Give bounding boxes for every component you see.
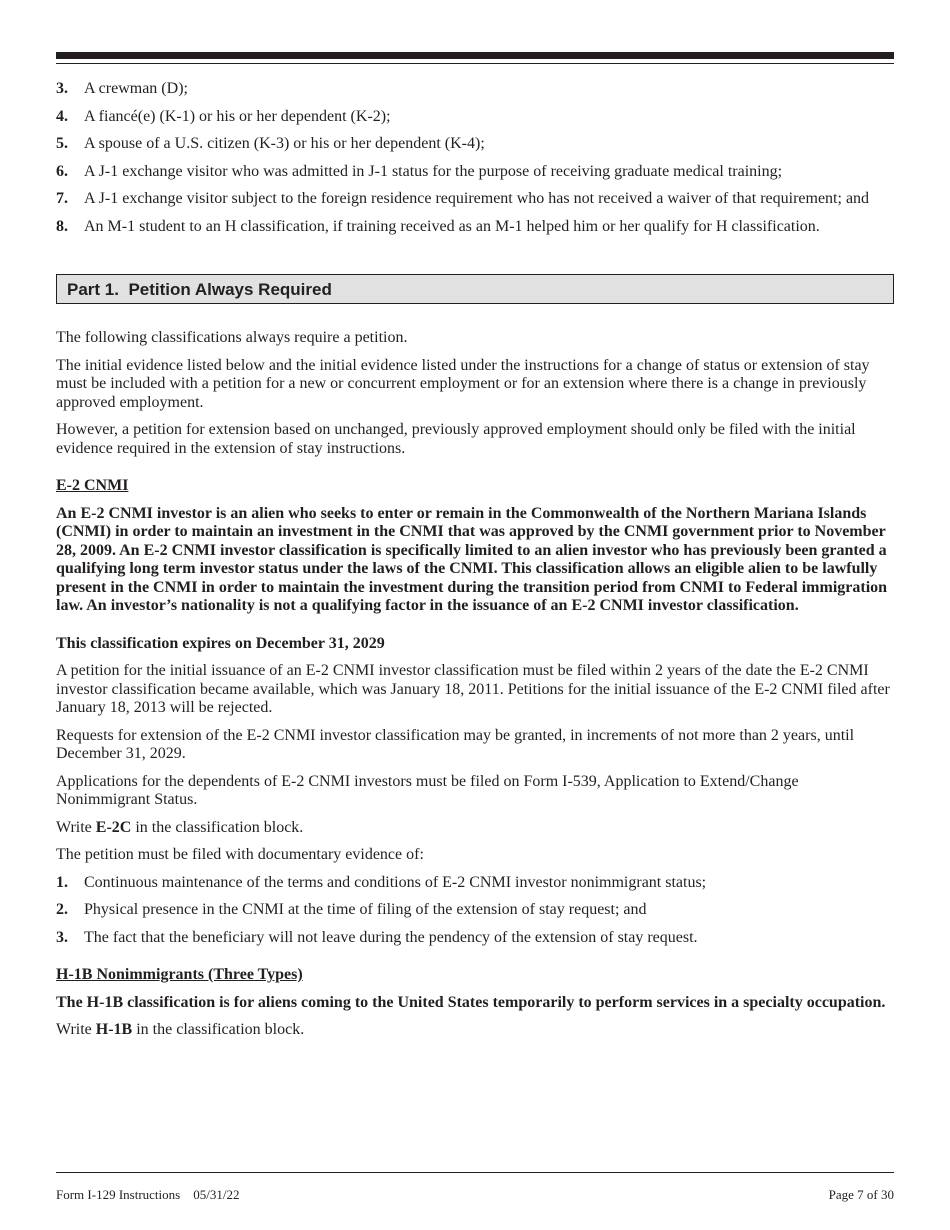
list-number: 3. [56,928,68,946]
e2-expiration-note: This classification expires on December 31, 2029 [56,634,385,652]
h1b-description: The H-1B classification is for aliens coming to the United States temporarily to perform services in a specialty occupation. [56,993,886,1011]
section-title: Petition Always Required [128,280,332,299]
list-item [56,218,894,237]
write-suffix: in the classification block. [131,818,304,836]
list-text: Continuous maintenance of the terms and conditions of E-2 CNMI investor nonimmigrant status; [84,873,707,891]
list-number: 2. [56,901,68,918]
e2-cnmi-description: An E-2 CNMI investor is an alien who seeks to enter or remain in the Commonwealth of the Northern Mariana Islands (CNMI) in order to maintain an investment in the CNMI that was approved by the CNMI government prior to November 28, 2009. An E-2 CNMI investor classification is specifically limited to an alien investor who has previously been granted a qualifying long term investor status under the laws of the CNMI. This classification allows an eligible alien to be lawfully present in the CNMI in order to maintain the investment during the transition period from CNMI to Federal immigration law. An investor’s nationality is not a qualifying factor in the issuance of an E-2 CNMI investor classification. [56,504,888,614]
section-part-label: Part 1. [67,280,119,299]
h1b-write-instruction [56,1021,894,1040]
section-header-part-1 [56,274,894,304]
list-number: 6. [56,162,68,180]
classification-code: E-2C [95,818,132,836]
evidence-list-item [56,874,894,893]
e2-cnmi-heading: E-2 CNMI [56,477,129,494]
list-text: A crewman (D); [84,80,188,97]
e2-evidence-intro: The petition must be filed with documentary evidence of: [56,846,424,863]
page-content [56,80,894,1049]
list-text: Physical presence in the CNMI at the time of filing of the extension of stay request; and [84,901,647,918]
list-number: 8. [56,217,68,235]
write-suffix: in the classification block. [132,1021,305,1038]
list-text: A J-1 exchange visitor who was admitted in J-1 status for the purpose of receiving graduate medical training; [84,162,783,180]
e2-dependents-paragraph: Applications for the dependents of E-2 CNMI investors must be filed on Form I-539, Application to Extend/Change Nonimmigrant Status. [56,772,799,808]
header-rule-thin [56,63,894,64]
write-prefix: Write [56,818,96,836]
list-text: A spouse of a U.S. citizen (K-3) or his or her dependent (K-4); [84,135,485,152]
e2-initial-paragraph: A petition for the initial issuance of an E-2 CNMI investor classification must be filed within 2 years of the date the E-2 CNMI investor classification became available, which was January 18, 2011. Petitions for the initial issuance of the E-2 CNMI filed after January 18, 2013 will be rejected. [56,662,890,716]
header-rule-thick [56,52,894,59]
list-text: A J-1 exchange visitor subject to the foreign residence requirement who has not received a waiver of that requirement; and [84,190,870,207]
intro-paragraph: The following classifications always require a petition. [56,329,408,346]
footer-form-info [56,1186,239,1205]
list-item [56,135,894,154]
list-text: A fiancé(e) (K-1) or his or her dependent (K-2); [84,107,391,125]
classification-code: H-1B [95,1021,133,1038]
list-number: 5. [56,135,68,152]
h1b-heading: H-1B Nonimmigrants (Three Types) [56,966,303,983]
evidence-list-item [56,929,894,948]
list-item [56,190,894,209]
list-number: 1. [56,873,68,891]
e2-extension-paragraph: Requests for extension of the E-2 CNMI investor classification may be granted, in increments of not more than 2 years, until December 31, 2029. [56,726,855,762]
footer-rule [56,1172,894,1173]
list-number: 3. [56,80,68,97]
list-text: An M-1 student to an H classification, if training received as an M-1 helped him or her qualify for H classification. [84,217,820,235]
footer-page-number: Page 7 of 30 [828,1187,894,1202]
write-prefix: Write [56,1021,96,1038]
footer-edition-date: 05/31/22 [193,1187,240,1202]
list-item [56,108,894,127]
evidence-list-item [56,901,894,920]
intro-paragraph: The initial evidence listed below and the initial evidence listed under the instructions for a change of status or extension of stay must be included with a petition for a new or concurrent employment or for an extension where there is a change in previously approved employment. [56,356,870,411]
footer-form-name: Form I-129 Instructions [56,1187,181,1202]
list-number: 4. [56,107,68,125]
list-text: The fact that the beneficiary will not leave during the pendency of the extension of stay request. [84,928,698,946]
list-number: 7. [56,190,68,207]
list-item [56,80,894,99]
list-item [56,163,894,182]
e2-write-instruction [56,819,894,838]
intro-paragraph: However, a petition for extension based on unchanged, previously approved employment should only be filed with the initial evidence required in the extension of stay instructions. [56,421,856,457]
